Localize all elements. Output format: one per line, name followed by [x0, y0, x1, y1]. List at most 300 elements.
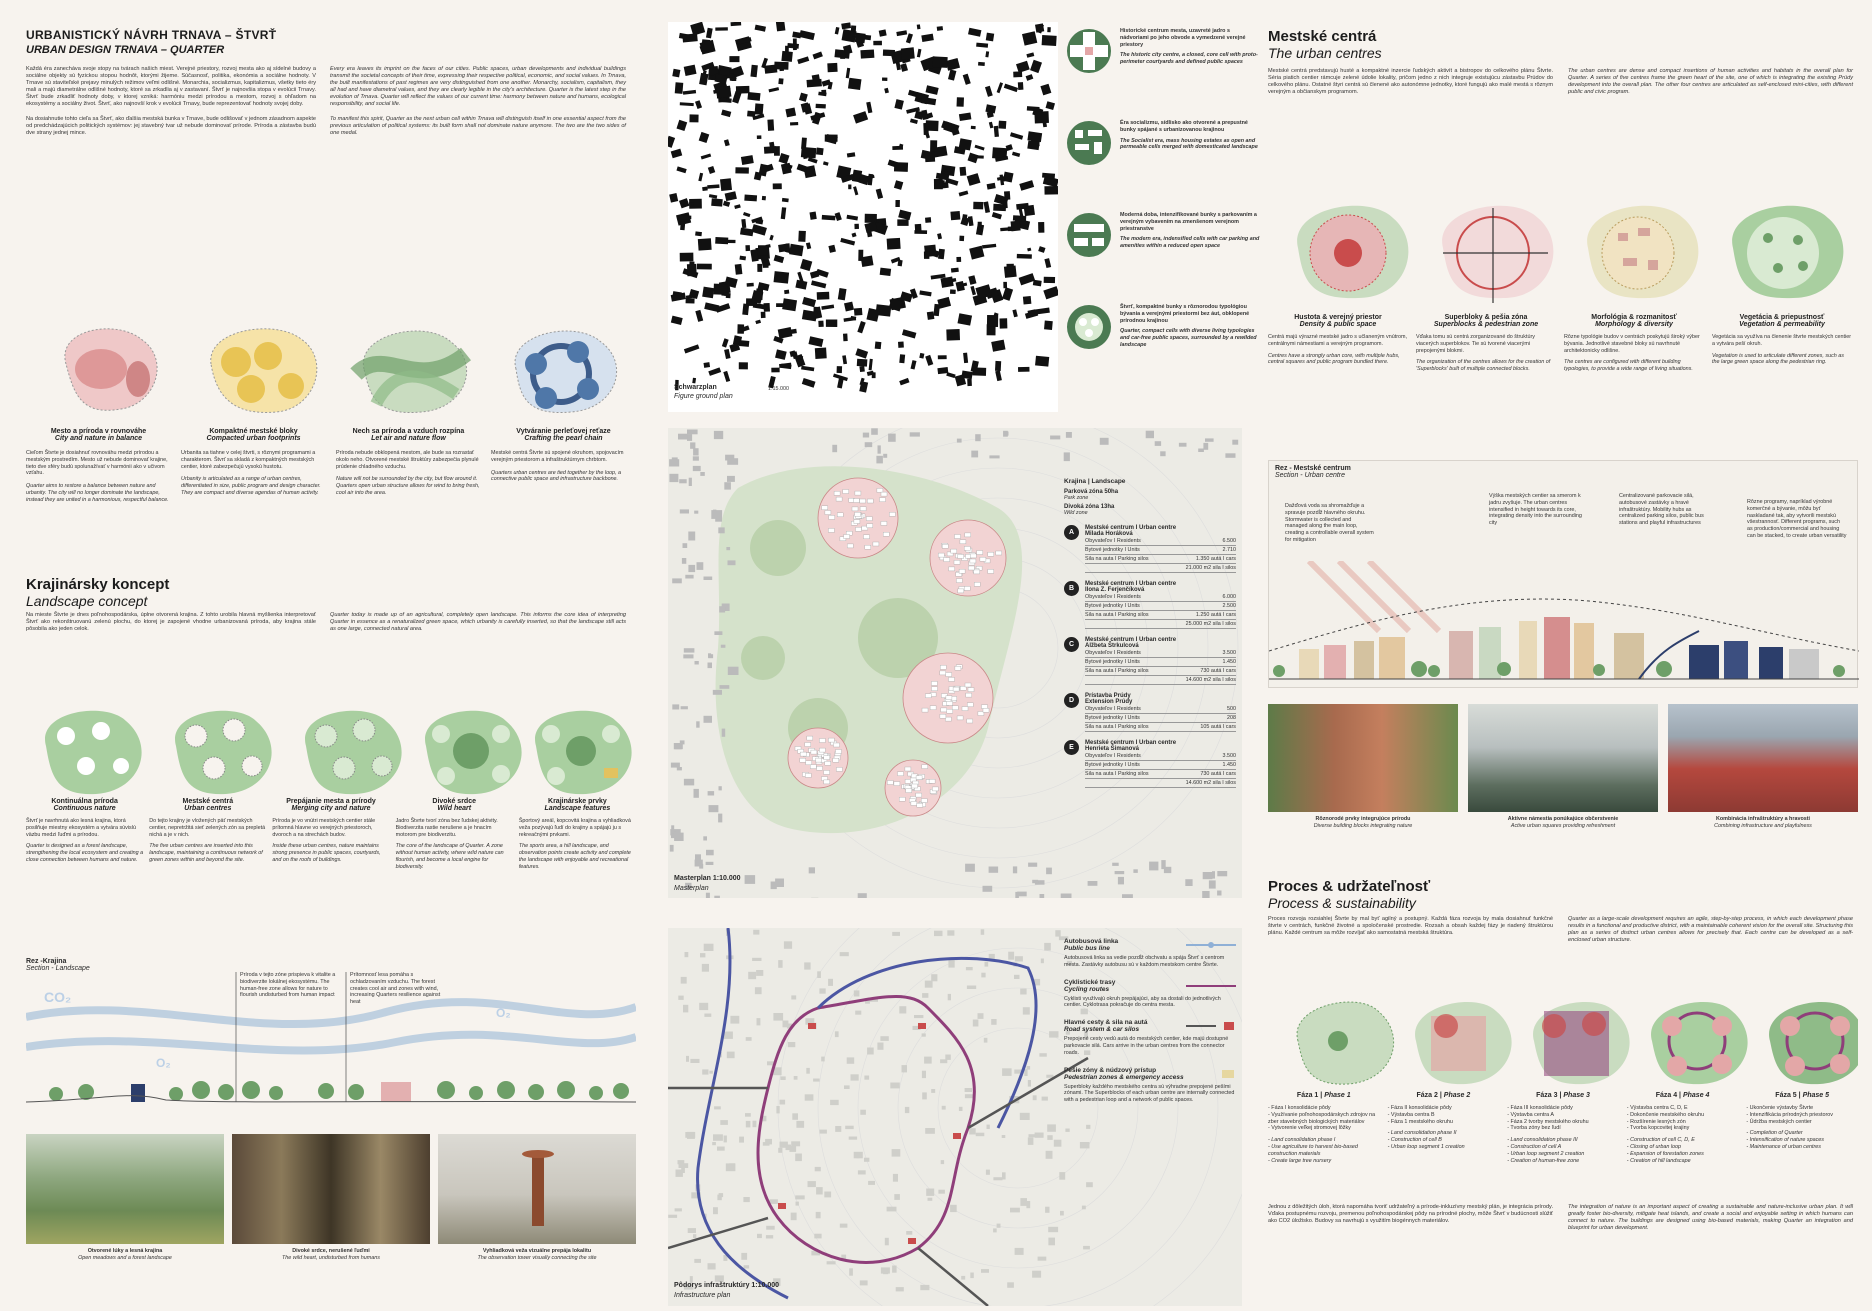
- building-footprint: [992, 212, 1002, 219]
- building-footprint: [835, 212, 842, 221]
- infra-building: [941, 1160, 944, 1164]
- phase-item-sk: - Výstavba centra A: [1507, 1111, 1554, 1118]
- building-footprint: [853, 186, 858, 195]
- existing-building: [697, 562, 704, 570]
- strategy-text-en: Centres have a strongly urban core, with multiple hubs, central squares and public program bundled there.: [1268, 352, 1400, 366]
- building-footprint: [971, 126, 976, 129]
- building-footprint: [697, 264, 712, 270]
- building-footprint: [724, 349, 731, 359]
- infra-building: [717, 1147, 725, 1151]
- phase-label-sk: Fáza 5: [1775, 1092, 1797, 1099]
- urban-centres-diagram: [175, 711, 272, 794]
- infra-building: [926, 1189, 934, 1196]
- masterplan-building: [828, 738, 834, 742]
- existing-building: [1115, 871, 1125, 874]
- existing-building: [672, 578, 682, 583]
- infra-building: [893, 1174, 898, 1182]
- photo-caption-en: The observation tower visually connecting the site: [477, 1254, 597, 1261]
- building-footprint: [854, 308, 863, 316]
- bus-line-icon: [1186, 941, 1236, 949]
- masterplan-building: [964, 586, 970, 590]
- phase-item-sk: - Tvorba zóny bez ľudí: [1507, 1125, 1561, 1132]
- strategy-subtitle: Vegetation & permeability: [1739, 321, 1825, 328]
- building-footprint: [984, 201, 991, 213]
- phase-item-sk: - Fáza I konsolidácie pôdy: [1268, 1105, 1331, 1111]
- centre-stat-row: [1085, 602, 1236, 611]
- building-footprint: [1022, 31, 1037, 45]
- existing-building: [1013, 866, 1017, 873]
- building-footprint: [1017, 254, 1032, 259]
- building-footprint: [957, 313, 972, 325]
- masterplan-building: [967, 703, 973, 707]
- infra-building: [856, 1155, 859, 1158]
- era-text-en: The historic city centre, a closed, core cell with proto-perimeter courtyards and defined public spaces: [1120, 52, 1258, 66]
- urban-photo-card-1: [1268, 704, 1458, 830]
- wild-zone-value: 13ha: [1100, 503, 1115, 510]
- wild-heart-diagram: [425, 711, 522, 794]
- centre-stat-row: [1085, 770, 1236, 779]
- stat-value: 1.350 autá I cars: [1195, 555, 1236, 562]
- building-footprint: [900, 63, 908, 72]
- stat-label: Sila na auta I Parking silos: [1085, 723, 1149, 730]
- infra-building: [704, 1014, 711, 1017]
- photo-caption: Vyhliadková veža vizuálne prepája lokalitu: [482, 1248, 592, 1254]
- masterplan-building: [912, 784, 918, 788]
- existing-building: [684, 779, 694, 786]
- element-title: Mestské centrá: [182, 798, 234, 805]
- existing-building: [721, 645, 726, 648]
- strategy-text-sk: Rôzne typológie budov v centrách poskytujú široký výber bývania. Jednotlivé stavebné bloky sú navrhnuté architektonicky odlišne.: [1564, 334, 1700, 354]
- legend-roads: [1064, 1019, 1236, 1056]
- phase-item-sk: - Dokončenie mestského okruhu: [1626, 1111, 1705, 1118]
- park-zone-label: Parková zóna: [1064, 489, 1103, 495]
- park-zone-value: 50ha: [1104, 489, 1119, 495]
- infra-building: [813, 1079, 820, 1082]
- building-footprint: [723, 371, 730, 382]
- infra-building: [714, 1106, 721, 1109]
- photo-caption-en: Open meadows and a forest landscape: [78, 1254, 172, 1261]
- strategy-text-en: The organization of the centres allows for the creation of 'Superblocks' built of multiple connected blocks.: [1416, 359, 1551, 373]
- existing-building: [1160, 451, 1165, 456]
- building-footprint: [671, 316, 683, 325]
- infra-building: [931, 974, 937, 981]
- building-footprint: [816, 104, 826, 109]
- infra-building: [676, 1170, 683, 1177]
- building-footprint: [741, 219, 746, 228]
- building-footprint: [711, 198, 723, 206]
- urban-intro-en: The urban centres are dense and compact insertions of human activities and habitats in the overall plan for Quarter. A series of five centres frame the green heart of the site, one of which is integrating the existing Prúdy development into the overall plan. The other four centres are articulated as self-enclosed mini-cities, with different public and civic program.: [1568, 68, 1853, 96]
- landscape-elements-row: [26, 798, 636, 871]
- infra-building: [959, 1107, 963, 1111]
- building-footprint: [684, 344, 700, 353]
- building-footprint: [762, 196, 766, 200]
- phase-item-sk: - Fáza 1 mestského okruhu: [1387, 1118, 1453, 1125]
- infra-building: [860, 1110, 866, 1115]
- building-footprint: [810, 271, 819, 279]
- photo-caption-en: Diverse building blocks integrating nature: [1313, 822, 1413, 829]
- building-footprint: [933, 56, 948, 68]
- building-footprint: [1018, 367, 1030, 372]
- building-footprint: [740, 228, 754, 237]
- element-text-sk: Športový areál, kopcovitá krajina a vyhliadková veža pozývajú ľudí do krajiny a spájajú ju s rekreačnými prvkami.: [518, 818, 631, 838]
- building-footprint: [734, 204, 741, 209]
- existing-building: [809, 867, 815, 873]
- building-footprint: [676, 166, 686, 173]
- infra-building: [746, 1037, 752, 1041]
- element-subtitle: Merging city and nature: [291, 805, 371, 812]
- infra-building: [795, 1154, 802, 1162]
- masterplan-building: [955, 666, 961, 670]
- urban-section-note-3: Centralizované parkovacie silá, autobusové zastávky a hravé infraštruktúry. Mobility hubs as centralized parking silos, public bus stations and playful infrastructures: [1619, 493, 1704, 527]
- existing-building: [728, 560, 736, 565]
- masterplan-building: [966, 693, 972, 697]
- phase-1-diagram: [1297, 1002, 1394, 1084]
- urban-section-drawing: [1269, 561, 1859, 687]
- figure-ground-panel: [668, 22, 1058, 412]
- existing-building: [714, 896, 720, 898]
- infra-building: [1015, 956, 1023, 961]
- masterplan-building: [873, 542, 879, 546]
- infra-building: [877, 1043, 883, 1050]
- building-footprint: [689, 202, 694, 206]
- masterplan-building: [824, 770, 830, 774]
- infra-building: [685, 1132, 695, 1138]
- building-footprint: [774, 271, 790, 284]
- compact-diagram: [211, 329, 317, 413]
- building-footprint: [902, 329, 916, 338]
- building-footprint: [894, 180, 903, 190]
- building-footprint: [782, 198, 789, 202]
- element-text-en: Inside these urban centres, nature maintains strong presence in public spaces, courtyards, and on the roofs of buildings.: [272, 843, 381, 863]
- era-item-3: [1066, 212, 1266, 304]
- urban-intro-sk: Mestské centrá predstavujú husté a kompaktné inzercie ľudských aktivít a bistropov do celkového plánu Štvrte. Séria piatich centier rámcuje zelené údolie lokality, pričom jedno z nich integruje existujúcu zástavbu Prúdov do celkového plánu. Ostatné štyri centrá sú členené ako autonómne jednotky, ktoré fungujú ako malé mestá s rôznym verejným a občianskym programom.: [1268, 68, 1553, 96]
- legend-label-en: Road system & car silos: [1064, 1026, 1140, 1034]
- centre-stat-row: [1085, 537, 1236, 546]
- urban-photos: [1268, 704, 1858, 830]
- building-footprint: [771, 368, 779, 373]
- existing-building: [708, 663, 713, 669]
- building-footprint: [998, 121, 1006, 129]
- infra-building: [867, 1048, 874, 1055]
- building-footprint: [866, 308, 879, 322]
- infra-building: [746, 1121, 751, 1128]
- infra-building: [827, 1261, 836, 1264]
- building-footprint: [781, 51, 792, 62]
- building-footprint: [681, 216, 691, 220]
- building-footprint: [844, 317, 857, 322]
- infra-building: [981, 1269, 989, 1273]
- infra-building: [719, 1193, 724, 1197]
- wild-zone-label: Divoká zóna: [1064, 503, 1100, 510]
- concept-text-en: Nature will not be surrounded by the city, but flow around it. Quarters open urban structure allows for wind to bring fresh, cool air into the area.: [336, 476, 480, 496]
- infra-building: [739, 1137, 744, 1143]
- existing-building: [832, 445, 837, 452]
- photo-caption: Kombinácia infraštruktúry a hravosti: [1715, 816, 1811, 822]
- infra-building: [1047, 1124, 1056, 1131]
- masterplan-building: [983, 708, 989, 712]
- masterplan-building: [940, 671, 946, 675]
- building-footprint: [739, 362, 748, 369]
- infra-building: [1083, 1246, 1090, 1250]
- stat-value: 21.000 m2 sila I silos: [1185, 564, 1236, 571]
- building-footprint: [875, 342, 882, 350]
- building-footprint: [797, 164, 808, 173]
- masterplan-building: [856, 527, 862, 531]
- existing-building: [682, 558, 686, 564]
- building-footprint: [838, 288, 847, 300]
- urban-photo-card-2: [1468, 704, 1658, 830]
- infra-building: [905, 1107, 909, 1113]
- building-footprint: [938, 355, 947, 359]
- building-footprint: [781, 207, 787, 219]
- building-footprint: [921, 97, 936, 105]
- infra-building: [794, 1076, 798, 1080]
- existing-building: [694, 789, 699, 798]
- building-footprint: [837, 378, 844, 388]
- building-footprint: [716, 86, 732, 99]
- masterplan-building: [940, 714, 946, 718]
- centre-stat-row: [1085, 555, 1236, 564]
- concept-title: Kompaktné mestské bloky: [209, 428, 298, 435]
- legend-label-en: Cycling routes: [1064, 985, 1110, 993]
- urban-centres-subtitle: The urban centres: [1268, 45, 1382, 61]
- building-footprint: [675, 82, 684, 94]
- infra-building: [845, 1126, 854, 1129]
- masterplan-building: [880, 498, 886, 502]
- existing-building: [1146, 431, 1154, 439]
- masterplan-building: [970, 554, 976, 558]
- existing-building: [683, 543, 688, 548]
- phase-item-sk: - Rozšírenie lesných zón: [1626, 1118, 1686, 1125]
- legend-label-en: Public bus line: [1064, 945, 1110, 952]
- era-text-en: The modern era, indensified cells with car parking and amenities within a reduced open space: [1120, 236, 1260, 250]
- infra-building: [776, 1106, 779, 1113]
- masterplan-building: [855, 491, 861, 495]
- stat-label: Obyvateľov I Residents: [1085, 705, 1141, 712]
- building-footprint: [1043, 286, 1058, 299]
- existing-building: [688, 532, 695, 541]
- infra-building: [796, 1202, 799, 1206]
- centre-name: Extension Prúdy: [1085, 698, 1133, 705]
- building-footprint: [807, 79, 822, 88]
- infra-building: [828, 979, 833, 986]
- page-title: URBANISTICKÝ NÁVRH TRNAVA – ŠTVRŤ: [26, 28, 277, 42]
- stat-value: 6.500: [1222, 537, 1236, 544]
- building-footprint: [743, 212, 750, 217]
- concept-subtitle: Let air and nature flow: [371, 435, 446, 442]
- infra-building: [1045, 1207, 1049, 1213]
- masterplan-building: [852, 507, 858, 511]
- infra-building: [991, 1019, 996, 1025]
- infra-building: [702, 1069, 708, 1074]
- building-footprint: [778, 327, 793, 339]
- left-column: [26, 28, 636, 1308]
- phase-item-en: - Maintenance of urban centres: [1746, 1143, 1821, 1150]
- masterplan-building: [860, 499, 866, 503]
- building-footprint: [802, 297, 816, 307]
- existing-building: [693, 448, 699, 455]
- existing-building: [720, 685, 730, 689]
- process-title: Proces & udržateľnosť: [1268, 878, 1431, 895]
- rooftop-photo: [1668, 704, 1858, 812]
- building-footprint: [808, 336, 823, 347]
- infra-building: [743, 1197, 749, 1202]
- infra-building: [808, 1181, 816, 1187]
- building-footprint: [684, 65, 697, 76]
- figure-ground-map: [668, 22, 1058, 412]
- pedestrian-icon: [1186, 1069, 1236, 1079]
- stat-label: Sila na auta I Parking silos: [1085, 770, 1149, 777]
- phase-item-en: - Closing of urban loop: [1626, 1143, 1682, 1150]
- infra-building: [700, 953, 705, 957]
- existing-building: [683, 654, 693, 658]
- infrastructure-legend: [1064, 938, 1236, 1104]
- building-footprint: [669, 193, 678, 203]
- masterplan-building: [922, 765, 928, 769]
- phase-item-en: - Land consolidation phase III: [1507, 1137, 1578, 1144]
- masterplan-building: [945, 717, 951, 721]
- infra-building: [712, 1142, 716, 1145]
- stat-value: 3.500: [1222, 752, 1236, 759]
- phase-separator: |: [1437, 1092, 1444, 1099]
- phase-diagrams: [1268, 988, 1858, 1088]
- infra-building: [675, 1208, 682, 1211]
- phase-label-en: Phase 4: [1682, 1092, 1710, 1099]
- masterplan-building: [930, 706, 936, 710]
- building-footprint: [840, 238, 855, 246]
- infra-building: [844, 1085, 850, 1089]
- infra-building: [694, 1259, 701, 1263]
- building-footprint: [773, 183, 782, 189]
- building-footprint: [757, 264, 762, 272]
- era-text-en: The Socialist era, mass housing estates as open and permeable cells merged with domesticated landscape: [1120, 137, 1258, 151]
- building-footprint: [813, 51, 823, 59]
- building-footprint: [880, 268, 891, 276]
- strategy-title: Morfológia & rozmanitosť: [1591, 314, 1677, 321]
- building-footprint: [698, 173, 703, 182]
- building-footprint: [896, 30, 907, 36]
- building-footprint: [899, 354, 905, 363]
- infra-building: [948, 994, 951, 1000]
- existing-building: [957, 439, 962, 443]
- building-footprint: [865, 214, 877, 223]
- stat-label: Obyvateľov I Residents: [1085, 752, 1141, 759]
- phase-label-sk: Fáza 3: [1536, 1092, 1558, 1099]
- infra-building: [938, 1190, 945, 1194]
- element-title: Kontinuálna príroda: [51, 798, 118, 805]
- legend-text: Autobusová linka sa vedie pozdĺž obchvatu a spája Štvrť s centrom mesta. Zastávky autobusu sú v každom mestskom centre Štvrte.: [1064, 955, 1225, 968]
- masterplan-building: [951, 549, 957, 553]
- stat-value: 14.600 m2 sila I silos: [1185, 676, 1236, 683]
- building-footprint: [1004, 201, 1008, 209]
- legend-bus: [1064, 938, 1236, 969]
- centre-stat-row: [1085, 676, 1236, 685]
- meadow-photo: [26, 1134, 224, 1244]
- building-footprint: [779, 153, 790, 164]
- section-subtitle: Section - Landscape: [26, 965, 90, 972]
- infra-building: [821, 1057, 825, 1062]
- masterplan-building: [844, 535, 850, 539]
- superblocks-diagram: [1442, 206, 1553, 303]
- masterplan-building: [800, 752, 806, 756]
- masterplan-building: [968, 688, 974, 692]
- masterplan-building: [970, 559, 976, 563]
- building-footprint: [781, 163, 792, 175]
- building-footprint: [963, 74, 971, 85]
- building-footprint: [761, 312, 766, 318]
- existing-building: [685, 575, 693, 579]
- phase-separator: |: [1796, 1092, 1803, 1099]
- photo-caption: Divoké srdce, nerušené ľuďmi: [292, 1248, 370, 1254]
- building-footprint: [946, 372, 955, 378]
- element-subtitle: Urban centres: [184, 805, 232, 812]
- element-text-sk: Štvrť je navrhnutá ako lesná krajina, ktorá posilňuje miestny ekosystém a vytvára súvislú väzbu medzi ľuďmi a prírodou.: [26, 818, 136, 838]
- infra-building: [816, 1212, 821, 1218]
- phase-item-en: - Land consolidation phase I: [1268, 1137, 1336, 1144]
- masterplan-legend: [1064, 478, 1236, 796]
- infra-building: [690, 1059, 699, 1063]
- masterplan-building: [837, 513, 843, 517]
- phase-item-en: - Construction of cell C, D, E: [1626, 1137, 1695, 1144]
- legend-pedestrian: [1064, 1067, 1236, 1104]
- building-footprint: [764, 146, 777, 154]
- building-footprint: [986, 33, 994, 42]
- building-footprint: [755, 25, 766, 32]
- infra-building: [686, 1056, 689, 1062]
- infra-building: [792, 1113, 798, 1120]
- masterplan-building: [942, 544, 948, 548]
- building-footprint: [827, 63, 837, 72]
- concept-subtitle: City and nature in balance: [54, 435, 143, 442]
- building-footprint: [1046, 101, 1055, 110]
- building-footprint: [747, 92, 760, 101]
- existing-building: [684, 648, 695, 652]
- building-footprint: [1042, 35, 1057, 46]
- building-footprint: [857, 321, 865, 333]
- masterplan-building: [828, 528, 834, 532]
- masterplan-building: [811, 750, 817, 754]
- building-footprint: [917, 24, 921, 29]
- existing-building: [714, 631, 722, 635]
- building-footprint: [758, 245, 767, 255]
- building-footprint: [677, 120, 688, 131]
- centre-badge: A: [1064, 525, 1079, 540]
- final-text-sk: Jednou z dôležitých úloh, ktorá napomáha tvoriť udržateľný a prírode-inkluzívny mestský plán, je integrácia prírody. Vďaka postupnému rozvoju, premenou poľnohospodárskej pôdy na prírodné plochy, môže Štvrť v budúcnosti slúžiť ako CO2 úložisko. Budovy sa navrhujú s využitím biogénnych materiálov.: [1268, 1204, 1553, 1225]
- phase-item-sk: - Výstavba centra C, D, E: [1626, 1105, 1688, 1111]
- infra-building: [1044, 943, 1051, 951]
- infra-building: [1002, 1135, 1006, 1138]
- process-text-sk: Proces rozvoja rozsiahlej Štvrte by mal byť agilný a postupný. Každá fáza rozvoja by mala dosiahnuť funkčné štvrte v centrách, funkčné životné a spoločenské prostredie. Rozsah a obsah každej fázy je riadený štruktúrou plánu. Každé centrum sa môže rozvíjať ako samostatná mestská štruktúra.: [1268, 916, 1553, 937]
- phase-title: [1388, 1092, 1500, 1099]
- existing-building: [1202, 891, 1209, 898]
- masterplan-building: [881, 492, 887, 496]
- building-footprint: [776, 22, 786, 31]
- building-footprint: [799, 93, 808, 102]
- cycling-icon: [1186, 982, 1236, 990]
- phase-item-sk: - Fáza II konsolidácie pôdy: [1387, 1105, 1452, 1111]
- infra-building: [708, 1263, 716, 1269]
- landscape-title: Krajinársky koncept: [26, 576, 170, 593]
- existing-building: [975, 434, 981, 441]
- masterplan-building: [899, 797, 905, 801]
- strategy-title: Superbloky & pešia zóna: [1444, 314, 1528, 321]
- strategy-1: [1268, 314, 1408, 373]
- building-footprint: [695, 310, 703, 322]
- existing-building: [722, 729, 726, 737]
- intro-sk: Každá éra zanecháva svoje stopy na tvárach našich miest. Verejné priestory, rozvoj mesta ako aj sídelné budovy a sociálne objekty sú fyzickou stopou hodnôt, ktorými žijeme. Súčasnosť, politika, ekonómia a sociálne hodnoty. V Trnave sú staviteľské prejavy minulých režimov veľmi odlišné. Monarchia, socializmus, kapitalizmus, všetky tieto éry mali a majú diametrálne odlišné hodnoty, ktoré sa zrkadlia aj v zastavaní. Štvrť je najnovšia stopa v evolúcii Trnavy. Štvrť bude zrkadliť hodnoty doby, v ktorej vzniká: harmóniu medzi prírodou a mestom, rozvoj s ohľadom na ekosystémy a sociálny život. Štvrť, ako najnovší krok v evolúcii Trnavy, bude reprezentovať hodnoty svojej doby. Na dosiahnutie tohto cieľa sa Štvrť, ako ďalšia mestská bunka v Trnave, bude odlišovať v jednom zásadnom aspekte od predchádzajúcich politických systémov: jej stavebný tvar už nebude dominovať prírode. Príroda a zástavba budú dve strany jednej mince.: [26, 66, 316, 136]
- masterplan-building: [967, 719, 973, 723]
- existing-building: [1046, 868, 1052, 875]
